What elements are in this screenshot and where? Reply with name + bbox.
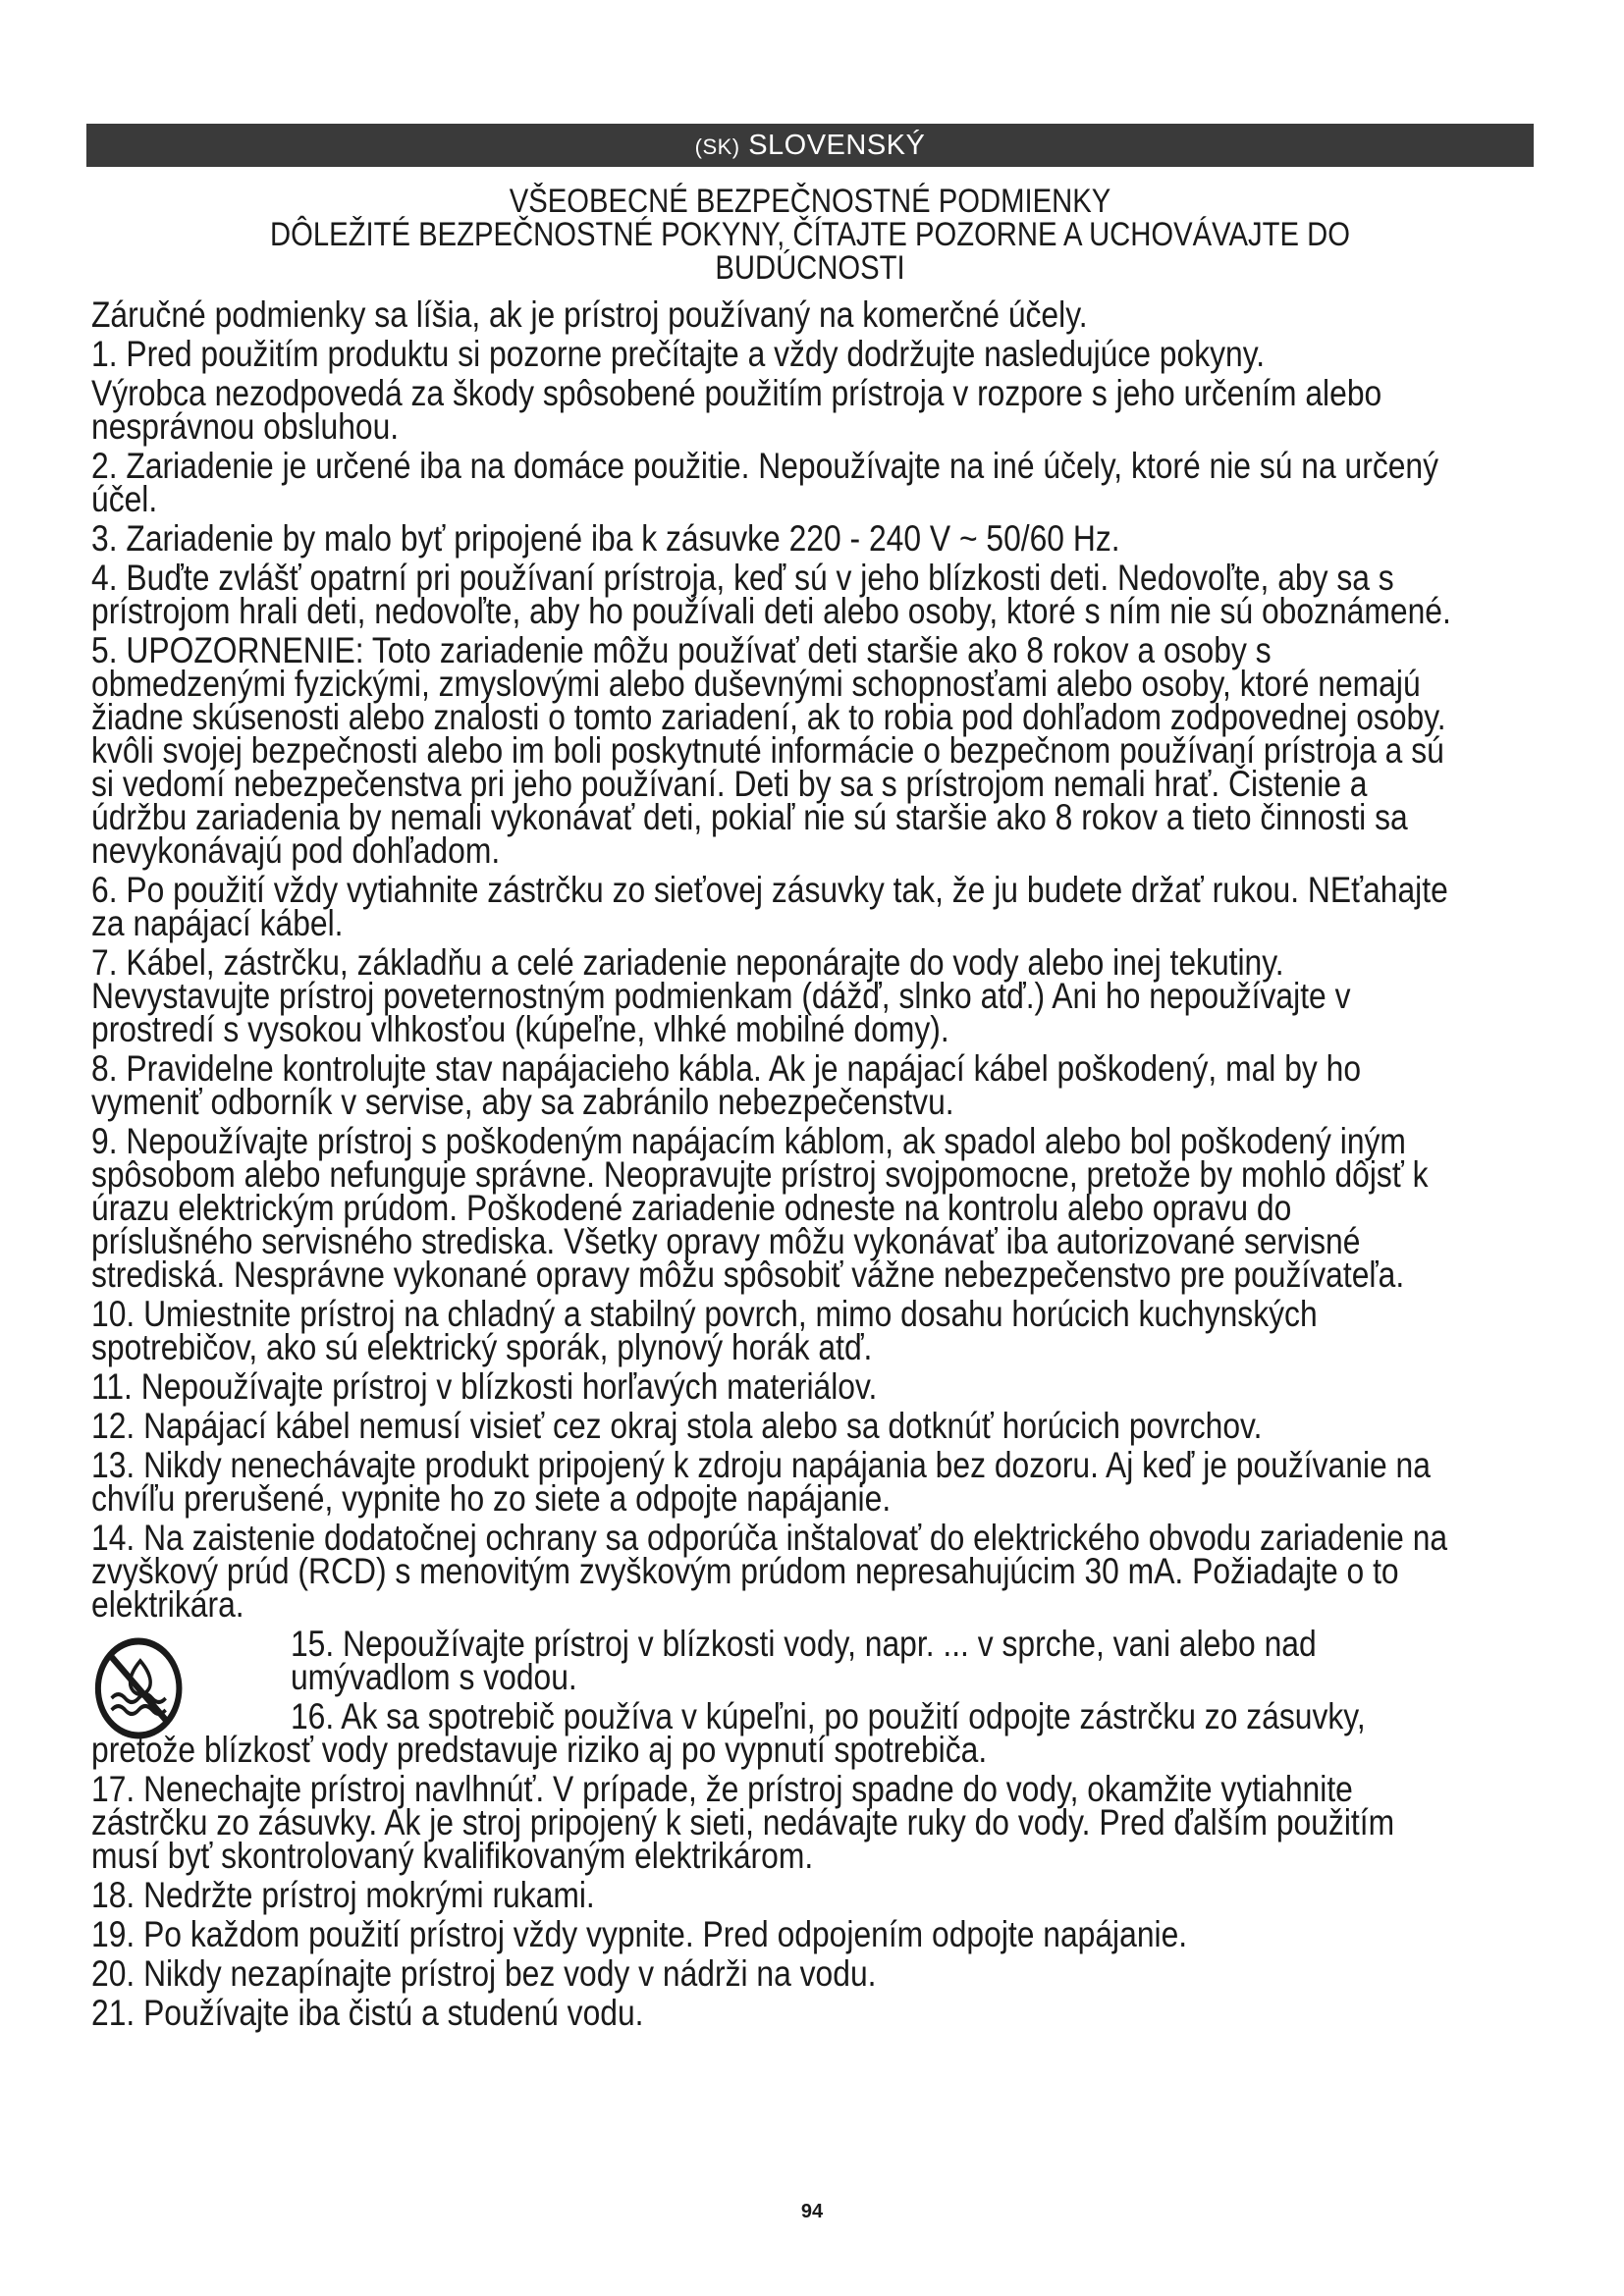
instruction-item-16-part2: pretože blízkosť vody predstavuje riziko aj po vypnutí spotrebiča. xyxy=(91,1730,988,1770)
instruction-item-15: 15. Nepoužívajte prístroj v blízkosti vody, napr. ... v sprche, vani alebo nad umývadlom s vodou. xyxy=(290,1624,1317,1697)
instruction-item: Výrobca nezodpovedá za škody spôsobené použitím prístroja v rozpore s jeho určením alebo nesprávnou obsluhou. xyxy=(91,373,1382,447)
instruction-item: 7. Kábel, zástrčku, základňu a celé zariadenie neponárajte do vody alebo inej tekutiny. Nevystavujte prístroj poveternostným podmienkam (dážď, slnko atď.) Ani ho nepoužívajte v prostredí s vysokou vlhkosťou (kúpeľne, vlhké mobilné domy). xyxy=(91,942,1351,1049)
water-warning-block xyxy=(91,1624,1459,1736)
safety-instructions xyxy=(91,294,1459,2036)
instruction-item: 12. Napájací kábel nemusí visieť cez okraj stola alebo sa dotknúť horúcich povrchov. xyxy=(91,1406,1263,1446)
instruction-item: 9. Nepoužívajte prístroj s poškodeným napájacím káblom, ak spadol alebo bol poškodený iným spôsobom alebo nefunguje správne. Neopravujte prístroj svojpomocne, pretože by mohlo dôjsť k úrazu elektrickým prúdom. Poškodené zariadenie odneste na kontrolu alebo opravu do príslušného servisného strediska. Všetky opravy môžu vykonávať iba autorizované servisné strediská. Nesprávne vykonané opravy môžu spôsobiť vážne nebezpečenstvo pre používateľa. xyxy=(91,1121,1429,1295)
instruction-item: 20. Nikdy nezapínajte prístroj bez vody v nádrži na vodu. xyxy=(91,1953,877,1994)
language-name: SLOVENSKÝ xyxy=(748,130,926,161)
instruction-item: 13. Nikdy nenechávajte produkt pripojený k zdroju napájania bez dozoru. Aj keď je používanie na chvíľu prerušené, vypnite ho zo siete a odpojte napájanie. xyxy=(91,1445,1431,1519)
instruction-item: 21. Používajte iba čistú a studenú vodu. xyxy=(91,1993,644,2033)
instruction-item: 11. Nepoužívajte prístroj v blízkosti horľavých materiálov. xyxy=(91,1366,878,1407)
no-water-icon xyxy=(91,1633,186,1743)
instruction-item: 5. UPOZORNENIE: Toto zariadenie môžu používať deti staršie ako 8 rokov a osoby s obmedzenými fyzickými, zmyslovými alebo duševnými schopnosťami alebo osoby, ktoré nemajú žiadne skúsenosti alebo znalosti o tomto zariadení, ak to robia pod dohľadom zodpovednej osoby. kvôli svojej bezpečnosti alebo im boli poskytnuté informácie o bezpečnom používaní prístroja a sú si vedomí nebezpečenstva pri jeho používaní. Deti by sa s prístrojom nemali hrať. Čistenie a údržbu zariadenia by nemali vykonávať deti, pokiaľ nie sú staršie ako 8 rokov a tieto činnosti sa nevykonávajú pod dohľadom. xyxy=(91,630,1446,871)
instruction-item: 6. Po použití vždy vytiahnite zástrčku zo sieťovej zásuvky tak, že ju budete držať rukou. NEťahajte za napájací kábel. xyxy=(91,870,1448,943)
instruction-item: 19. Po každom použití prístroj vždy vypnite. Pred odpojením odpojte napájanie. xyxy=(91,1914,1188,1954)
instruction-item: 4. Buďte zvlášť opatrní pri používaní prístroja, keď sú v jeho blízkosti deti. Nedovoľte, aby sa s prístrojom hrali deti, nedovoľte, aby ho používali deti alebo osoby, ktoré s ním nie sú oboznámené. xyxy=(91,558,1451,631)
document-headings xyxy=(188,185,1433,285)
page-number: 94 xyxy=(800,2201,824,2222)
document-subtitle-line2: BUDÚCNOSTI xyxy=(715,249,905,287)
document-title: VŠEOBECNÉ BEZPEČNOSTNÉ PODMIENKY xyxy=(509,183,1111,220)
instruction-item: 14. Na zaistenie dodatočnej ochrany sa odporúča inštalovať do elektrického obvodu zariadenie na zvyškový prúd (RCD) s menovitým zvyškovým prúdom nepresahujúcim 30 mA. Požiadajte o to elektrikára. xyxy=(91,1518,1448,1625)
instruction-item: 18. Nedržte prístroj mokrými rukami. xyxy=(91,1875,595,1915)
instruction-item: 3. Zariadenie by malo byť pripojené iba k zásuvke 220 - 240 V ~ 50/60 Hz. xyxy=(91,518,1120,559)
instruction-item: 17. Nenechajte prístroj navlhnúť. V prípade, že prístroj spadne do vody, okamžite vytiahnite zástrčku zo zásuvky. Ak je stroj pripojený k sieti, nedávajte ruky do vody. Pred ďalším použitím musí byť skontrolovaný kvalifikovaným elektrikárom. xyxy=(91,1769,1395,1876)
instruction-item: 8. Pravidelne kontrolujte stav napájacieho kábla. Ak je napájací kábel poškodený, mal by ho vymeniť odborník v servise, aby sa zabránilo nebezpečenstvu. xyxy=(91,1048,1362,1122)
instruction-item: 1. Pred použitím produktu si pozorne prečítajte a vždy dodržujte nasledujúce pokyny. xyxy=(91,334,1266,374)
document-subtitle-line1: DÔLEŽITÉ BEZPEČNOSTNÉ POKYNY, ČÍTAJTE POZORNE A UCHOVÁVAJTE DO xyxy=(270,216,1350,253)
instruction-item: 10. Umiestnite prístroj na chladný a stabilný povrch, mimo dosahu horúcich kuchynských spotrebičov, ako sú elektrický sporák, plynový horák atď. xyxy=(91,1294,1318,1367)
instruction-item: 2. Zariadenie je určené iba na domáce použitie. Nepoužívajte na iné účely, ktoré nie sú na určený účel. xyxy=(91,446,1439,519)
intro-paragraph: Záručné podmienky sa líšia, ak je prístroj používaný na komerčné účely. xyxy=(91,294,1088,335)
language-code: (SK) xyxy=(694,134,740,159)
instruction-item-16-part1: 16. Ak sa spotrebič používa v kúpeľni, po použití odpojte zástrčku zo zásuvky, xyxy=(290,1696,1366,1736)
language-header-bar xyxy=(86,124,1534,167)
